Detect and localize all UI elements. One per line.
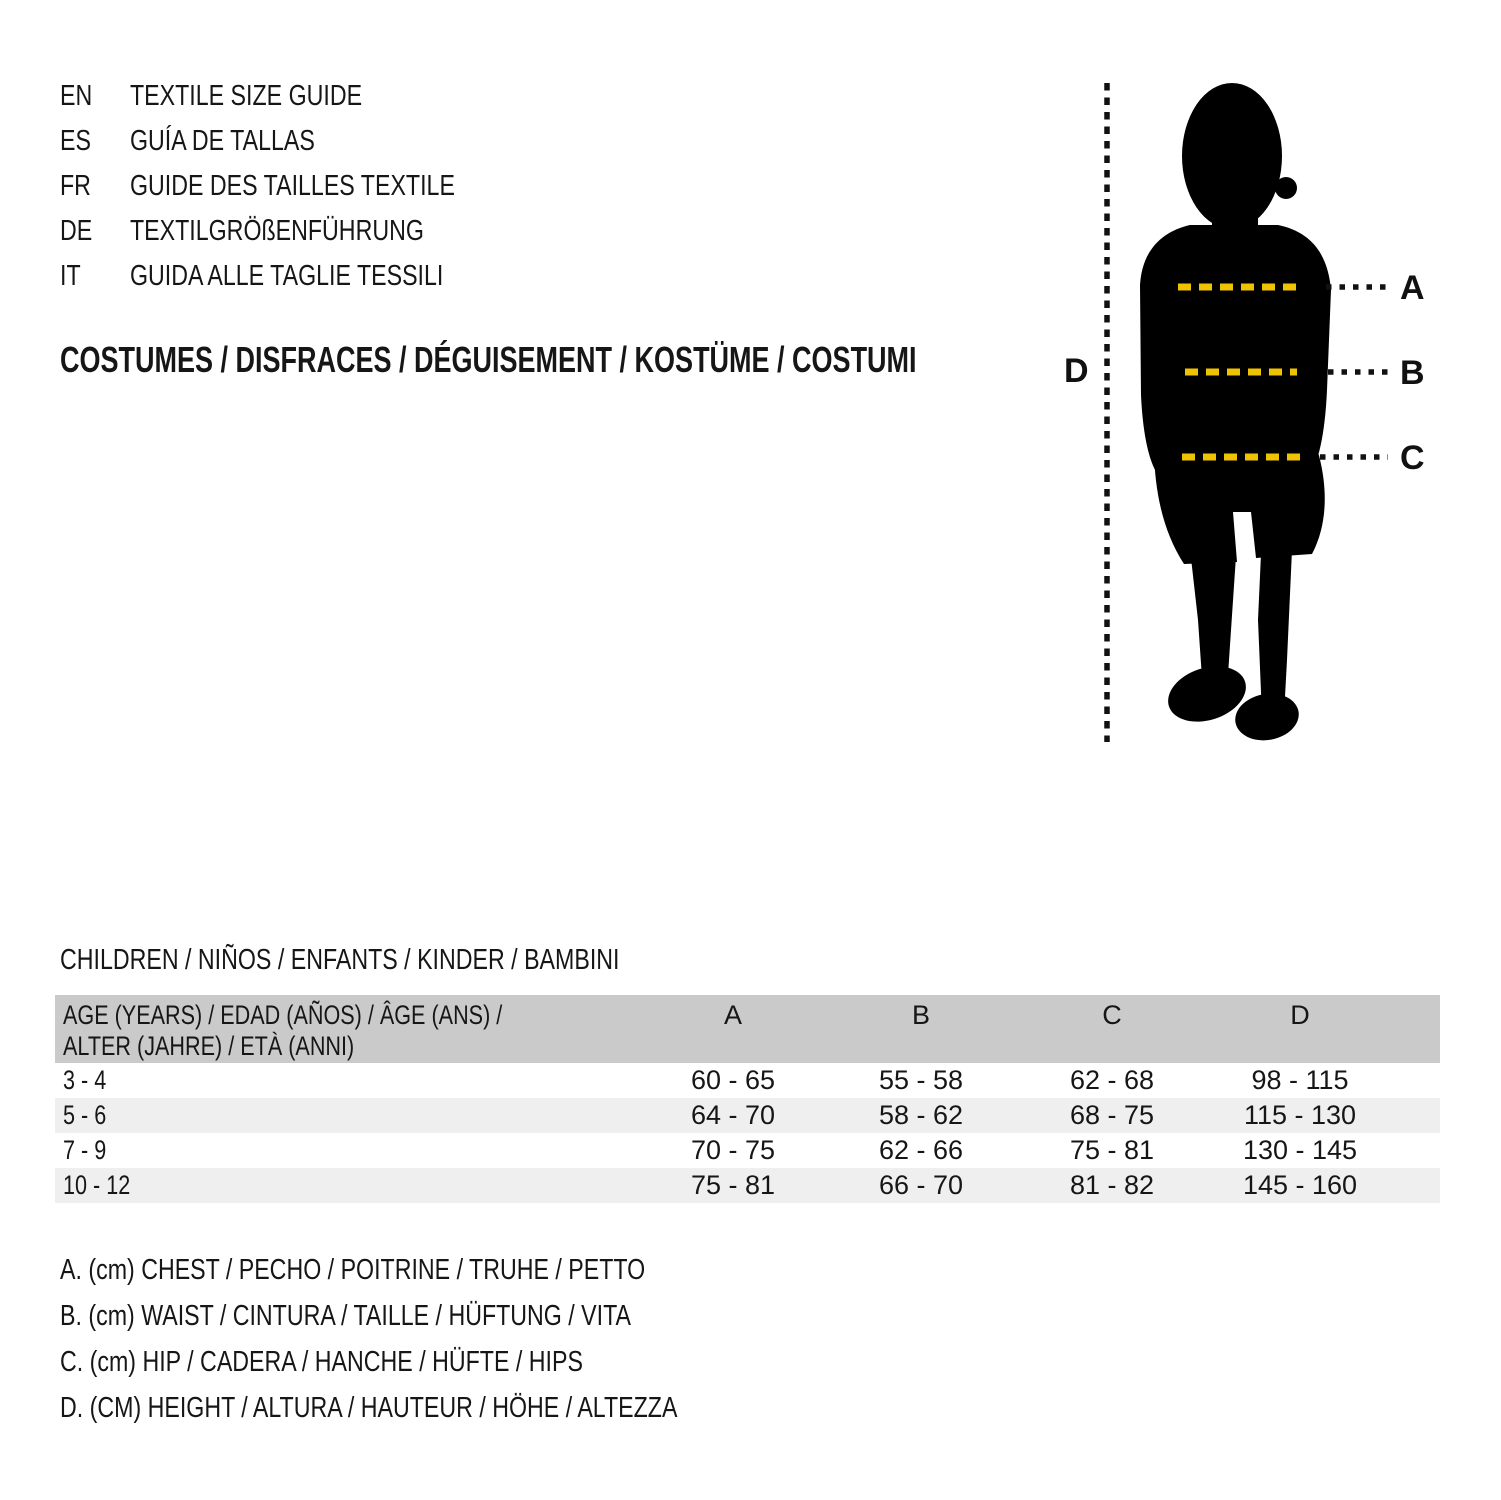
hip-cell: 62 - 68	[1069, 1065, 1155, 1095]
category-title-text: COSTUMES / DISFRACES / DÉGUISEMENT / KOSTÜME / COSTUMI	[60, 339, 917, 380]
language-label: GUIDE DES TAILLES TEXTILE	[130, 170, 455, 202]
legend-item-waist	[60, 1293, 832, 1339]
table-row	[55, 1168, 1440, 1203]
waist-cell: 62 - 66	[878, 1135, 964, 1165]
hip-cell: 68 - 75	[1069, 1100, 1155, 1130]
language-row	[60, 164, 536, 209]
table-row	[55, 1063, 1440, 1098]
language-label: TEXTILGRÖßENFÜHRUNG	[130, 215, 424, 247]
language-code: DE	[60, 215, 93, 247]
language-code: EN	[60, 80, 93, 112]
legend-item-height	[60, 1385, 832, 1431]
age-cell: 10 - 12	[63, 1170, 131, 1200]
language-label: GUIDA ALLE TAGLIE TESSILI	[130, 260, 444, 292]
size-table	[55, 995, 1440, 1203]
child-silhouette	[1140, 83, 1331, 745]
legend-item-hip	[60, 1339, 832, 1385]
legend-item-height-text: D. (CM) HEIGHT / ALTURA / HAUTEUR / HÖHE / ALTEZZA	[60, 1391, 678, 1424]
children-section-title-text: CHILDREN / NIÑOS / ENFANTS / KINDER / BAMBINI	[60, 944, 620, 976]
chest-cell: 60 - 65	[690, 1065, 776, 1095]
legend-item-chest	[60, 1247, 832, 1293]
measurement-figure	[1050, 60, 1450, 760]
legend-item-chest-text: A. (cm) CHEST / PECHO / POITRINE / TRUHE / PETTO	[60, 1253, 646, 1286]
waist-label-b: B	[1400, 354, 1425, 392]
chest-cell: 70 - 75	[690, 1135, 776, 1165]
table-row	[55, 1133, 1440, 1168]
age-column-header	[55, 1000, 640, 1063]
language-list	[60, 74, 536, 299]
height-cell: 115 - 130	[1243, 1100, 1357, 1130]
silhouette-shorts	[1154, 452, 1325, 564]
language-code: ES	[60, 125, 91, 157]
height-label-d: D	[1064, 352, 1089, 390]
child-silhouette-graphic	[1050, 60, 1450, 760]
hip-label-c: C	[1400, 439, 1425, 477]
measurement-legend	[60, 1247, 832, 1431]
waist-cell: 58 - 62	[878, 1100, 964, 1130]
waist-cell: 55 - 58	[878, 1065, 964, 1095]
age-header-line1: AGE (YEARS) / EDAD (AÑOS) / ÂGE (ANS) /	[63, 1000, 503, 1030]
language-row	[60, 254, 536, 299]
silhouette-right-leg	[1258, 550, 1292, 716]
chest-label-a: A	[1400, 269, 1425, 307]
category-title	[60, 339, 1202, 381]
legend-item-waist-text: B. (cm) WAIST / CINTURA / TAILLE / HÜFTUNG / VITA	[60, 1299, 632, 1332]
height-cell: 145 - 160	[1242, 1170, 1358, 1200]
language-row	[60, 209, 536, 254]
language-label: GUÍA DE TALLAS	[130, 125, 315, 157]
height-cell: 98 - 115	[1251, 1065, 1349, 1095]
column-header-c: C	[1102, 1000, 1122, 1030]
column-header-d: D	[1290, 1000, 1310, 1030]
hip-cell: 75 - 81	[1069, 1135, 1155, 1165]
language-code: IT	[60, 260, 81, 292]
language-label: TEXTILE SIZE GUIDE	[130, 80, 363, 112]
language-row	[60, 119, 536, 164]
legend-item-hip-text: C. (cm) HIP / CADERA / HANCHE / HÜFTE / HIPS	[60, 1345, 583, 1378]
column-header-a: A	[723, 1000, 742, 1030]
silhouette-torso	[1140, 225, 1331, 480]
height-cell: 130 - 145	[1242, 1135, 1358, 1165]
age-cell: 3 - 4	[63, 1065, 107, 1095]
age-header-line2: ALTER (JAHRE) / ETÀ (ANNI)	[63, 1031, 355, 1061]
children-section-title	[60, 944, 759, 977]
table-row	[55, 1098, 1440, 1133]
waist-cell: 66 - 70	[878, 1170, 964, 1200]
silhouette-face-bump	[1275, 177, 1297, 199]
chest-cell: 64 - 70	[690, 1100, 776, 1130]
column-header-b: B	[911, 1000, 930, 1030]
size-table-header	[55, 995, 1440, 1063]
age-cell: 7 - 9	[63, 1135, 107, 1165]
language-row	[60, 74, 536, 119]
chest-cell: 75 - 81	[690, 1170, 776, 1200]
age-cell: 5 - 6	[63, 1100, 107, 1130]
hip-cell: 81 - 82	[1069, 1170, 1155, 1200]
language-code: FR	[60, 170, 91, 202]
